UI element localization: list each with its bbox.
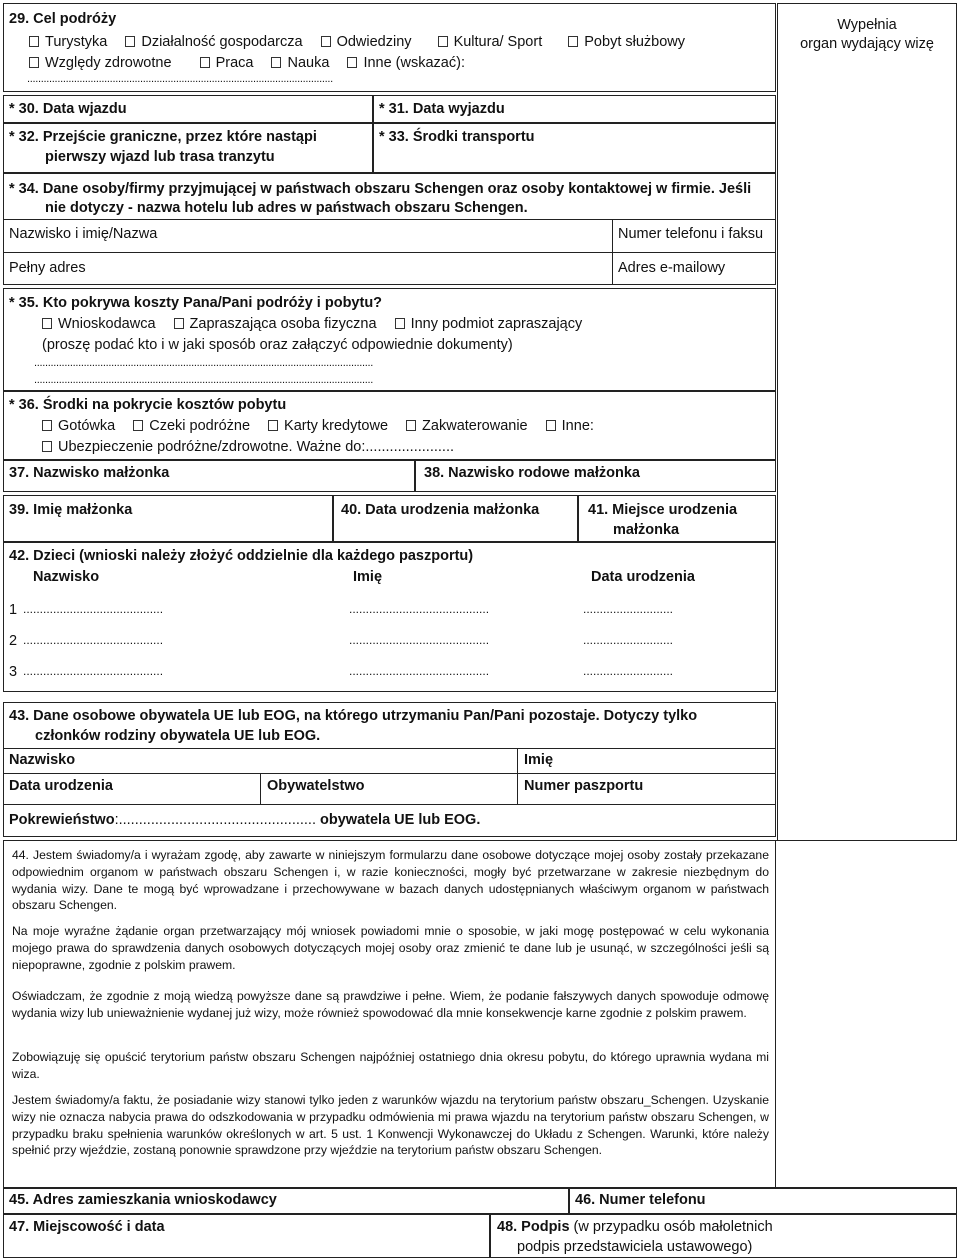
field-47-label: 47. Miejscowość i data <box>9 1219 165 1235</box>
field-48-signature[interactable] <box>490 1214 957 1258</box>
field-48-label-2: podpis przedstawiciela ustawowego) <box>517 1239 753 1255</box>
field-36-insurance[interactable]: Ubezpieczenie podróżne/zdrowotne. Ważne do:...................... <box>42 438 454 458</box>
field-41-label-2: małżonka <box>613 522 680 538</box>
field-29-other-dots[interactable]: ............................................................................................................... <box>27 73 333 85</box>
field-32-border-crossing[interactable] <box>3 123 373 173</box>
option-applicant[interactable]: Wnioskodawca <box>42 315 156 335</box>
checkbox-icon[interactable] <box>29 36 39 47</box>
field-39-label: 39. Imię małżonka <box>9 502 133 518</box>
child-name[interactable]: .......................................... <box>349 602 490 616</box>
declaration-paragraph-5: Jestem świadomy/a faktu, że posiadanie wizy stanowi tylko jeden z warunków wjazdu na terytorium państw obszaru_Schengen. Uzyskanie wizy nie oznacza nabycia prawa do odszkodowania w przypadku odmówienia mi prawa wjazdu na terytorium państw obszaru Schengen, w przypadku braku spełnienia warunków określonych w art. 5 ust. 1 Konwencji Wykonawczej do Układu z Schengen. Warunki, które należy spełnić przy wjeździe, zostaną ponownie sprawdzone przy wjeździe na terytorium państw obszaru Schengen. <box>12 1093 769 1158</box>
field-34-address[interactable]: Pełny adres <box>9 260 86 276</box>
field-44-text-area <box>3 840 776 1188</box>
field-36-title: * 36. Środki na pokrycie kosztów pobytu <box>9 397 287 413</box>
field-29-title: 29. Cel podróży <box>9 11 117 27</box>
option-travellers-cheques[interactable]: Czeki podróżne <box>133 417 250 437</box>
field-33-transport[interactable] <box>373 123 776 173</box>
field-43-label-2: członków rodziny obywatela UE lub EOG. <box>35 728 321 744</box>
checkbox-icon[interactable] <box>29 57 39 68</box>
option-accommodation[interactable]: Zakwaterowanie <box>406 417 528 437</box>
option-other-means[interactable]: Inne: <box>546 417 594 437</box>
field-37-label: 37. Nazwisko małżonka <box>9 465 170 481</box>
eu-name-field[interactable]: Imię <box>524 752 554 768</box>
option-official[interactable]: Pobyt służbowy <box>568 33 685 53</box>
field-35-dots-2[interactable]: ........................................................................................................................... <box>34 374 374 386</box>
issuing-authority-line1: Wypełnia <box>837 17 897 33</box>
field-42-title: 42. Dzieci (wnioski należy złożyć oddzielnie dla każdego paszportu) <box>9 548 474 564</box>
field-34-host <box>3 173 776 285</box>
field-35-options <box>42 315 596 335</box>
row-number: 1 <box>9 602 18 618</box>
child-birthdate[interactable]: ........................... <box>583 664 674 678</box>
field-43-label-1: 43. Dane osobowe obywatela UE lub EOG, na którego utrzymaniu Pan/Pani pozostaje. Dotyczy tylko <box>9 708 698 724</box>
field-36-means <box>3 391 776 460</box>
field-45-home-address[interactable] <box>3 1188 569 1214</box>
field-40-label: 40. Data urodzenia małżonka <box>341 502 540 518</box>
field-35-dots-1[interactable]: ........................................................................................................................... <box>34 357 374 369</box>
divider <box>260 773 261 804</box>
divider <box>4 773 775 774</box>
option-inviting-person[interactable]: Zapraszająca osoba fizyczna <box>174 315 377 335</box>
issuing-authority-line2: organ wydający wizę <box>800 36 934 52</box>
col-surname-header: Nazwisko <box>33 569 100 585</box>
divider <box>612 219 613 284</box>
eu-citizenship-field[interactable]: Obywatelstwo <box>267 778 365 794</box>
child-birthdate[interactable]: ........................... <box>583 633 674 647</box>
field-46-label: 46. Numer telefonu <box>575 1192 706 1208</box>
option-credit-cards[interactable]: Karty kredytowe <box>268 417 388 437</box>
field-29-options-row2 <box>29 54 479 74</box>
checkbox-icon[interactable] <box>42 441 52 452</box>
field-35-note: (proszę podać kto i w jaki sposób oraz załączyć odpowiednie dokumenty) <box>42 337 513 353</box>
field-34-email[interactable]: Adres e-mailowy <box>618 260 726 276</box>
checkbox-icon[interactable] <box>271 57 281 68</box>
field-41-label-1: 41. Miejsce urodzenia <box>588 502 738 518</box>
eu-kinship-field[interactable]: Pokrewieństwo:................................................. obywatela UE lub EOG. <box>9 812 481 828</box>
option-tourism[interactable]: Turystyka <box>29 33 107 53</box>
field-34-phone[interactable]: Numer telefonu i faksu <box>618 226 764 242</box>
field-31-exit-date[interactable] <box>373 95 776 123</box>
checkbox-icon[interactable] <box>546 420 556 431</box>
child-name[interactable]: .......................................... <box>349 633 490 647</box>
field-47-place-date[interactable] <box>3 1214 490 1258</box>
field-30-label: * 30. Data wjazdu <box>9 101 127 117</box>
field-46-phone[interactable] <box>569 1188 957 1214</box>
field-48-label-1: 48. Podpis (w przypadku osób małoletnich <box>497 1219 773 1235</box>
option-inviting-entity[interactable]: Inny podmiot zapraszający <box>395 315 583 335</box>
option-culture-sport[interactable]: Kultura/ Sport <box>438 33 543 53</box>
option-business[interactable]: Działalność gospodarcza <box>125 33 302 53</box>
field-39-spouse-name[interactable] <box>3 495 333 542</box>
field-37-spouse-surname[interactable] <box>3 460 415 492</box>
divider <box>517 748 518 804</box>
checkbox-icon[interactable] <box>268 420 278 431</box>
checkbox-icon[interactable] <box>42 420 52 431</box>
option-health[interactable]: Względy zdrowotne <box>29 54 172 74</box>
field-34-name[interactable]: Nazwisko i imię/Nazwa <box>9 226 158 242</box>
option-visit[interactable]: Odwiedziny <box>321 33 412 53</box>
field-31-label: * 31. Data wyjazdu <box>379 101 505 117</box>
field-43-eu-citizen <box>3 702 776 837</box>
field-29-purpose <box>3 3 776 92</box>
checkbox-icon[interactable] <box>321 36 331 47</box>
checkbox-icon[interactable] <box>438 36 448 47</box>
field-45-label: 45. Adres zamieszkania wnioskodawcy <box>9 1192 277 1208</box>
child-surname[interactable]: .......................................... <box>23 633 164 647</box>
field-40-spouse-birthdate[interactable] <box>333 495 578 542</box>
eu-passport-field[interactable]: Numer paszportu <box>524 778 644 794</box>
declaration-paragraph-4: Zobowiązuję się opuścić terytorium państw obszaru Schengen najpóźniej ostatniego dnia okresu pobytu, do którego uprawnia wydana mi wiza. <box>12 1050 769 1081</box>
divider <box>4 219 775 220</box>
field-32-label-2: pierwszy wjazd lub trasa tranzytu <box>45 149 275 165</box>
declaration-paragraph-2: Na moje wyraźne żądanie organ przetwarzający mój wniosek powiadomi mnie o sposobie, w jaki mogę postępować w celu wykonania mojego prawa do sprawdzenia danych osobowych dotyczących mojej osoby oraz zmienić te dane lub je usunąć, w szczególności jeśli są niepoprawne, zgodnie z polskim prawem. <box>12 924 769 972</box>
child-surname[interactable]: .......................................... <box>23 664 164 678</box>
declaration-paragraph-1: 44. Jestem świadomy/a i wyrażam zgodę, aby zawarte w niniejszym formularzu dane osobowe dotyczące mojej osoby zostały przekazane odpowiednim organom w państwach obszaru Schengen i, w razie konieczności, mogły być przetwarzane w zakresie niezbędnym do wydania wizy. Dane te mogą być wprowadzane i przechowywane w bazach danych udostępnianych właściwym organom w państwach obszaru Schengen. <box>12 848 769 913</box>
row-number: 2 <box>9 633 18 649</box>
eu-surname-field[interactable]: Nazwisko <box>9 752 76 768</box>
row-number: 3 <box>9 664 18 680</box>
field-38-label: 38. Nazwisko rodowe małżonka <box>424 465 640 481</box>
checkbox-icon[interactable] <box>568 36 578 47</box>
child-birthdate[interactable]: ........................... <box>583 602 674 616</box>
field-34-label-1: * 34. Dane osoby/firmy przyjmującej w państwach obszaru Schengen oraz osoby kontaktowej w firmie. Jeśli <box>9 181 752 197</box>
field-33-label: * 33. Środki transportu <box>379 129 535 145</box>
checkbox-icon[interactable] <box>125 36 135 47</box>
col-birthdate-header: Data urodzenia <box>591 569 695 585</box>
field-29-options-row1 <box>29 33 699 53</box>
field-32-label-1: * 32. Przejście graniczne, przez które nastąpi <box>9 129 317 145</box>
child-surname[interactable]: .......................................... <box>23 602 164 616</box>
field-35-title: * 35. Kto pokrywa koszty Pana/Pani podróży i pobytu? <box>9 295 383 311</box>
field-41-spouse-birthplace[interactable] <box>578 495 776 542</box>
option-cash[interactable]: Gotówka <box>42 417 115 437</box>
field-30-entry-date[interactable] <box>3 95 373 123</box>
field-42-children <box>3 542 776 692</box>
field-38-spouse-maiden-name[interactable] <box>415 460 776 492</box>
checkbox-icon[interactable] <box>347 57 357 68</box>
field-35-costs <box>3 288 776 391</box>
checkbox-icon[interactable] <box>174 318 184 329</box>
option-study[interactable]: Nauka <box>271 54 329 74</box>
divider <box>4 252 775 253</box>
checkbox-icon[interactable] <box>42 318 52 329</box>
option-work[interactable]: Praca <box>200 54 254 74</box>
field-36-options <box>42 417 608 437</box>
col-name-header: Imię <box>353 569 383 585</box>
child-name[interactable]: .......................................... <box>349 664 490 678</box>
divider <box>4 804 775 805</box>
divider <box>4 748 775 749</box>
checkbox-icon[interactable] <box>395 318 405 329</box>
declaration-paragraph-3: Oświadczam, że zgodnie z moją wiedzą powyższe dane są prawdziwe i pełne. Wiem, że podanie fałszywych danych spowoduje odmowę wydania wizy lub unieważnienie wydanej już wizy, może również spowodować dla mnie konsekwencje karne zgodnie z polskim prawem. <box>12 989 769 1020</box>
eu-birthdate-field[interactable]: Data urodzenia <box>9 778 113 794</box>
checkbox-icon[interactable] <box>133 420 143 431</box>
checkbox-icon[interactable] <box>406 420 416 431</box>
field-34-label-2: nie dotyczy - nazwa hotelu lub adres w państwach obszaru Schengen. <box>45 200 528 216</box>
option-other[interactable]: Inne (wskazać): <box>347 54 465 74</box>
checkbox-icon[interactable] <box>200 57 210 68</box>
